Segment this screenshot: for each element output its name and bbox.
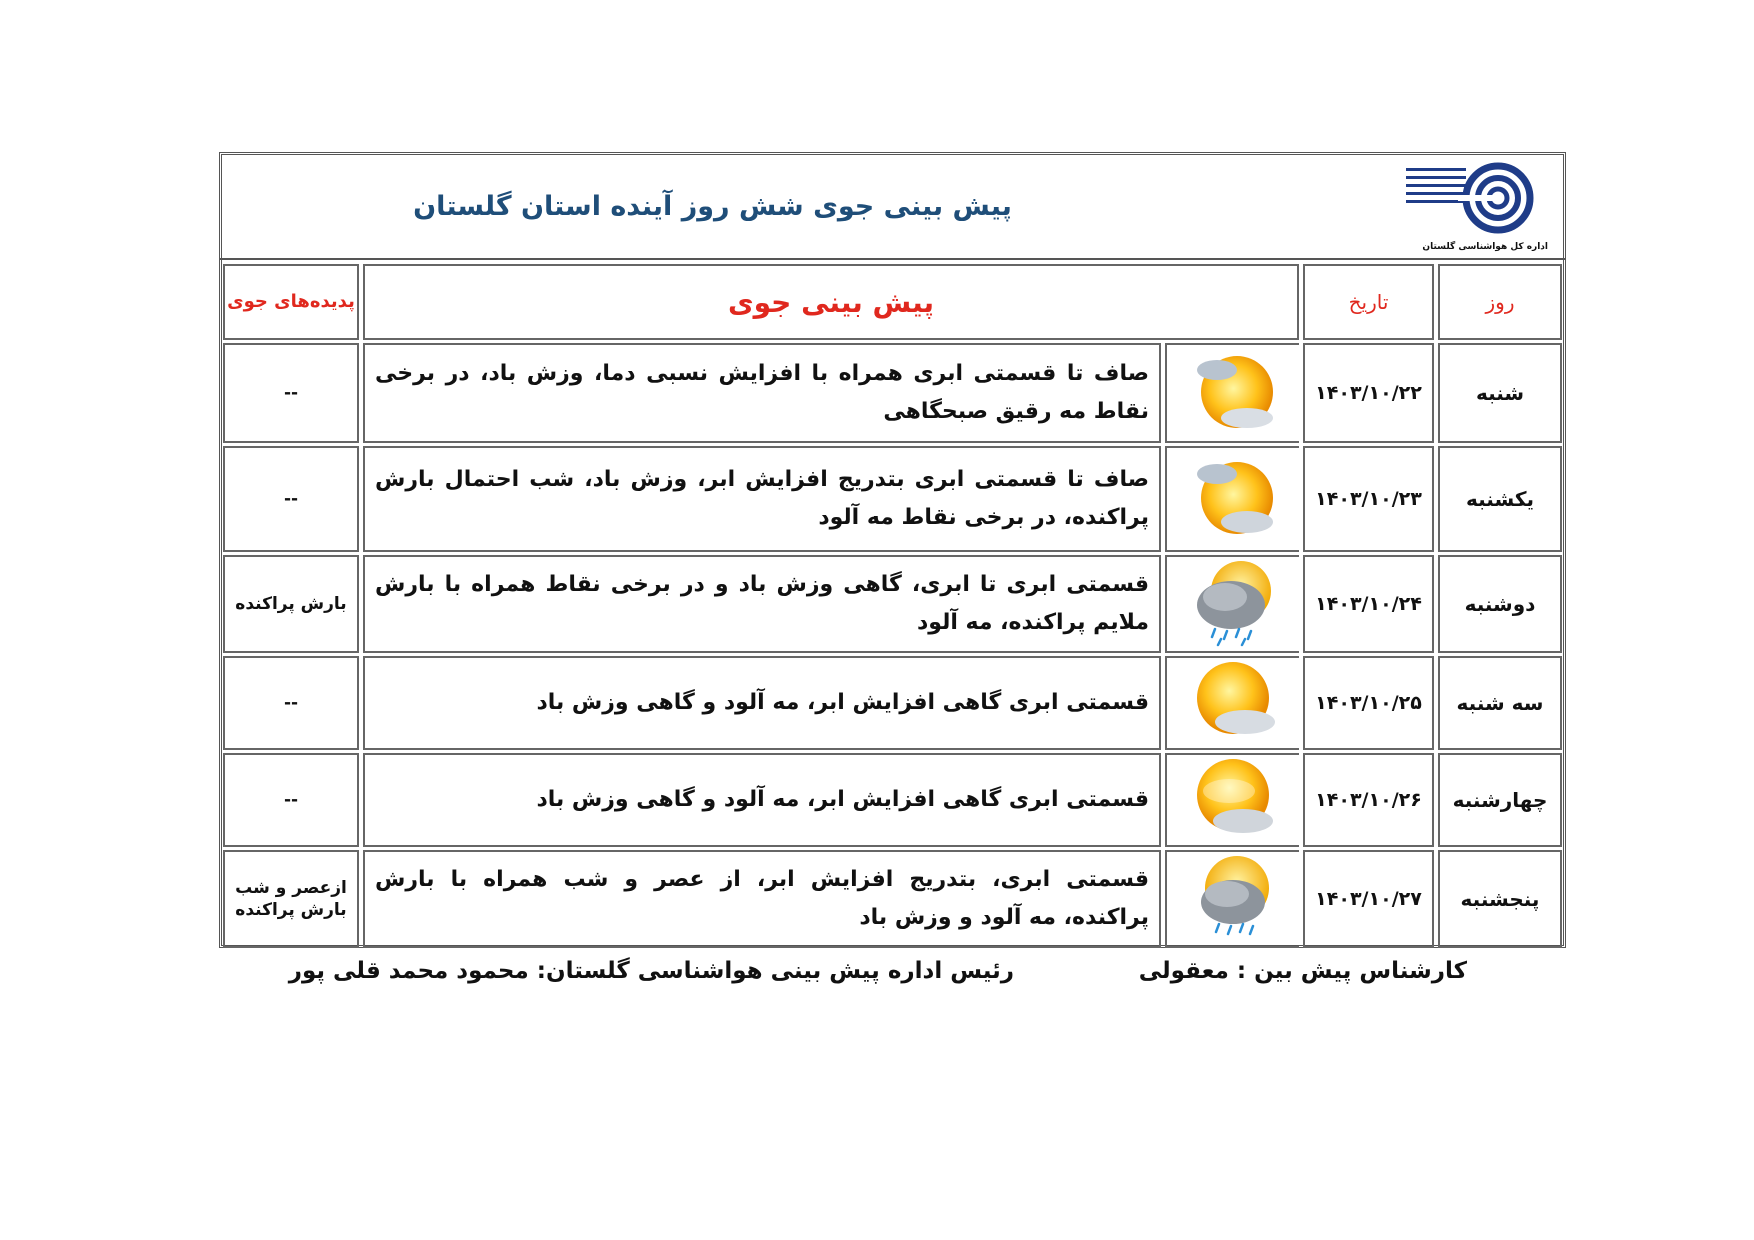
forecast-text: صاف تا قسمتی ابری همراه با افزایش نسبی دما، وزش باد، در برخی نقاط مه رقیق صبحگاهی (363, 343, 1161, 443)
date-cell: ۱۴۰۳/۱۰/۲۲ (1303, 343, 1434, 443)
day-cell: پنجشنبه (1438, 850, 1562, 948)
partly-cloudy-sun-icon (1165, 343, 1299, 443)
forecast-table (219, 261, 1566, 951)
table-row (223, 753, 1562, 847)
table-row (223, 343, 1562, 443)
table-row (223, 850, 1562, 948)
logo-emblem-icon (1398, 162, 1548, 236)
forecast-expert-signature: کارشناس پیش بین : معقولی (1138, 958, 1467, 984)
forecast-text: قسمتی ابری گاهی افزایش ابر، مه آلود و گاهی وزش باد (363, 753, 1161, 847)
column-header-phenomena: پدیده‌های جوی (223, 264, 359, 340)
phenomena-cell: -- (223, 656, 359, 750)
column-header-day: روز (1438, 264, 1562, 340)
phenomena-cell: -- (223, 343, 359, 443)
rain-cloud-icon (1165, 555, 1299, 653)
forecast-text: صاف تا قسمتی ابری بتدریج افزایش ابر، وزش باد، شب احتمال بارش پراکنده، در برخی نقاط مه آلود (363, 446, 1161, 552)
logo-caption: اداره کل هواشناسی گلستان (1422, 242, 1548, 252)
date-cell: ۱۴۰۳/۱۰/۲۷ (1303, 850, 1434, 948)
forecast-text: قسمتی ابری تا ابری، گاهی وزش باد و در برخی نقاط همراه با بارش ملایم پراکنده، مه آلود (363, 555, 1161, 653)
forecast-text: قسمتی ابری، بتدریج افزایش ابر، از عصر و شب همراه با بارش پراکنده، مه آلود و وزش باد (363, 850, 1161, 948)
day-cell: دوشنبه (1438, 555, 1562, 653)
day-cell: سه شنبه (1438, 656, 1562, 750)
column-header-forecast: پیش بینی جوی (363, 264, 1299, 340)
meteorological-organization-logo (1398, 162, 1548, 252)
date-cell: ۱۴۰۳/۱۰/۲۵ (1303, 656, 1434, 750)
column-header-date: تاریخ (1303, 264, 1434, 340)
header (219, 152, 1566, 260)
partly-cloudy-sun-icon (1165, 446, 1299, 552)
phenomena-cell: -- (223, 753, 359, 847)
table-row (223, 446, 1562, 552)
table-row (223, 555, 1562, 653)
table-header-row (223, 264, 1562, 340)
phenomena-cell: بارش پراکنده (223, 555, 359, 653)
day-cell: یکشنبه (1438, 446, 1562, 552)
day-cell: چهارشنبه (1438, 753, 1562, 847)
date-cell: ۱۴۰۳/۱۰/۲۳ (1303, 446, 1434, 552)
sun-cloud-icon (1165, 656, 1299, 750)
hazy-sun-cloud-icon (1165, 753, 1299, 847)
rain-cloud-icon (1165, 850, 1299, 948)
table-row (223, 656, 1562, 750)
date-cell: ۱۴۰۳/۱۰/۲۴ (1303, 555, 1434, 653)
date-cell: ۱۴۰۳/۱۰/۲۶ (1303, 753, 1434, 847)
phenomena-cell: ازعصر و شب بارش پراکنده (223, 850, 359, 948)
phenomena-cell: -- (223, 446, 359, 552)
page-title: پیش بینی جوی شش روز آینده استان گلستان (413, 190, 1012, 222)
forecast-text: قسمتی ابری گاهی افزایش ابر، مه آلود و گاهی وزش باد (363, 656, 1161, 750)
forecast-head-signature: رئیس اداره پیش بینی هواشناسی گلستان: محمود محمد قلی پور (288, 958, 1014, 984)
day-cell: شنبه (1438, 343, 1562, 443)
